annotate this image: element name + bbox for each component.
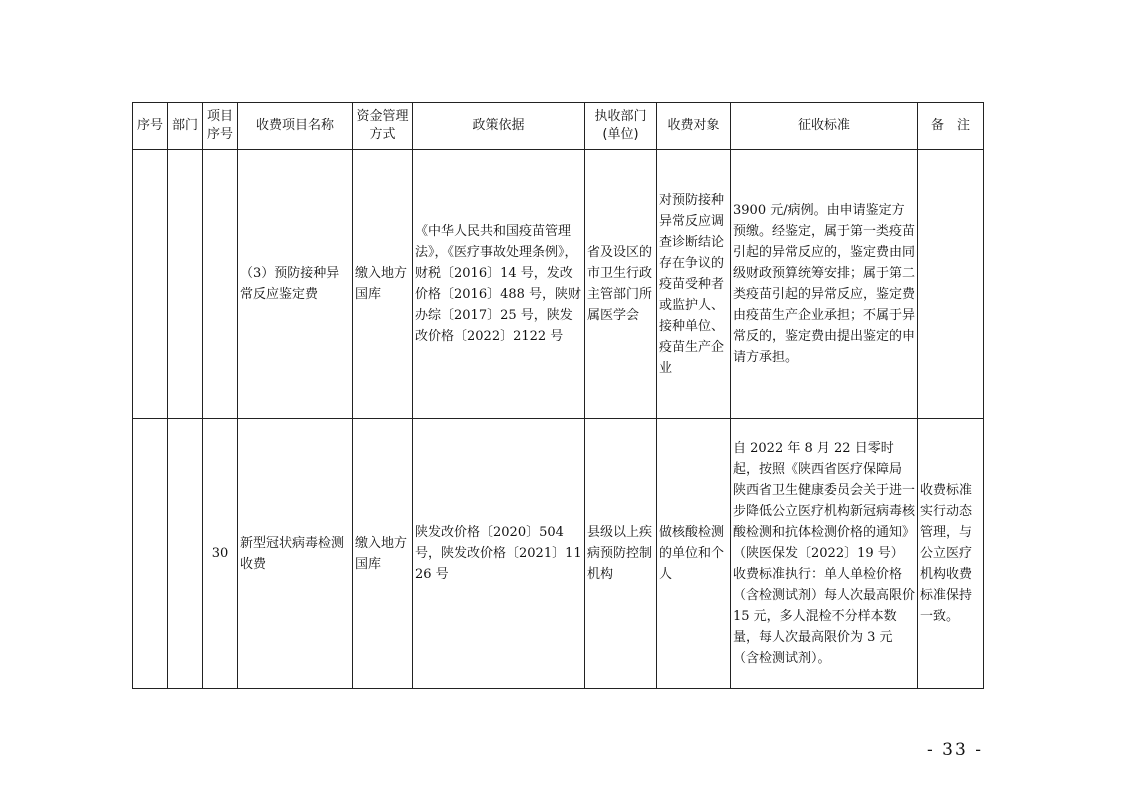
cell-fund: 缴入地方国库 <box>353 419 413 689</box>
header-policy: 政策依据 <box>413 103 585 150</box>
cell-item-no: 30 <box>203 419 238 689</box>
cell-standard: 3900 元/病例。由申请鉴定方预缴。经鉴定，属于第一类疫苗引起的异常反应的，鉴定费由同级财政预算统筹安排；属于第二类疫苗引起的异常反应，鉴定费由疫苗生产企业承担；不属于异常反的，鉴定费由提出鉴定的申请方承担。 <box>731 150 918 419</box>
header-name: 收费项目名称 <box>238 103 353 150</box>
header-dept: 部门 <box>168 103 203 150</box>
header-item-no: 项目序号 <box>203 103 238 150</box>
header-remark: 备 注 <box>918 103 984 150</box>
table-row <box>133 419 984 689</box>
header-standard: 征收标准 <box>731 103 918 150</box>
cell-remark: 收费标准实行动态管理，与公立医疗机构收费标准保持一致。 <box>918 419 984 689</box>
cell-policy: 《中华人民共和国疫苗管理法》，《医疗事故处理条例》，财税〔2016〕14 号，发改价格〔2016〕488 号，陕财办综〔2017〕25 号，陕发改价格〔2022〕2122 号 <box>413 150 585 419</box>
header-fund: 资金管理方式 <box>353 103 413 150</box>
header-target: 收费对象 <box>657 103 731 150</box>
cell-seq <box>133 419 168 689</box>
cell-standard: 自 2022 年 8 月 22 日零时起，按照《陕西省医疗保障局 陕西省卫生健康委员会关于进一步降低公立医疗机构新冠病毒核酸检测和抗体检测价格的通知》（陕医保发〔2022〕19 号）收费标准执行：单人单检价格（含检测试剂）每人次最高限价 15 元，多人混检不分样本数量，每人次最高限价为 3 元（含检测试剂）。 <box>731 419 918 689</box>
header-seq: 序号 <box>133 103 168 150</box>
cell-policy: 陕发改价格〔2020〕504 号，陕发改价格〔2021〕1126 号 <box>413 419 585 689</box>
cell-remark <box>918 150 984 419</box>
cell-agency: 省及设区的市卫生行政主管部门所属医学会 <box>585 150 657 419</box>
fee-table <box>132 102 984 689</box>
table-header-row <box>133 103 984 150</box>
cell-name: 新型冠状病毒检测收费 <box>238 419 353 689</box>
cell-dept <box>168 150 203 419</box>
cell-name: （3）预防接种异常反应鉴定费 <box>238 150 353 419</box>
header-agency: 执收部门(单位) <box>585 103 657 150</box>
cell-seq <box>133 150 168 419</box>
cell-dept <box>168 419 203 689</box>
cell-fund: 缴入地方国库 <box>353 150 413 419</box>
cell-target: 对预防接种异常反应调查诊断结论存在争议的疫苗受种者或监护人、接种单位、疫苗生产企业 <box>657 150 731 419</box>
cell-agency: 县级以上疾病预防控制机构 <box>585 419 657 689</box>
cell-item-no <box>203 150 238 419</box>
table-row <box>133 150 984 419</box>
page-number: - 33 - <box>927 740 983 760</box>
cell-target: 做核酸检测的单位和个人 <box>657 419 731 689</box>
